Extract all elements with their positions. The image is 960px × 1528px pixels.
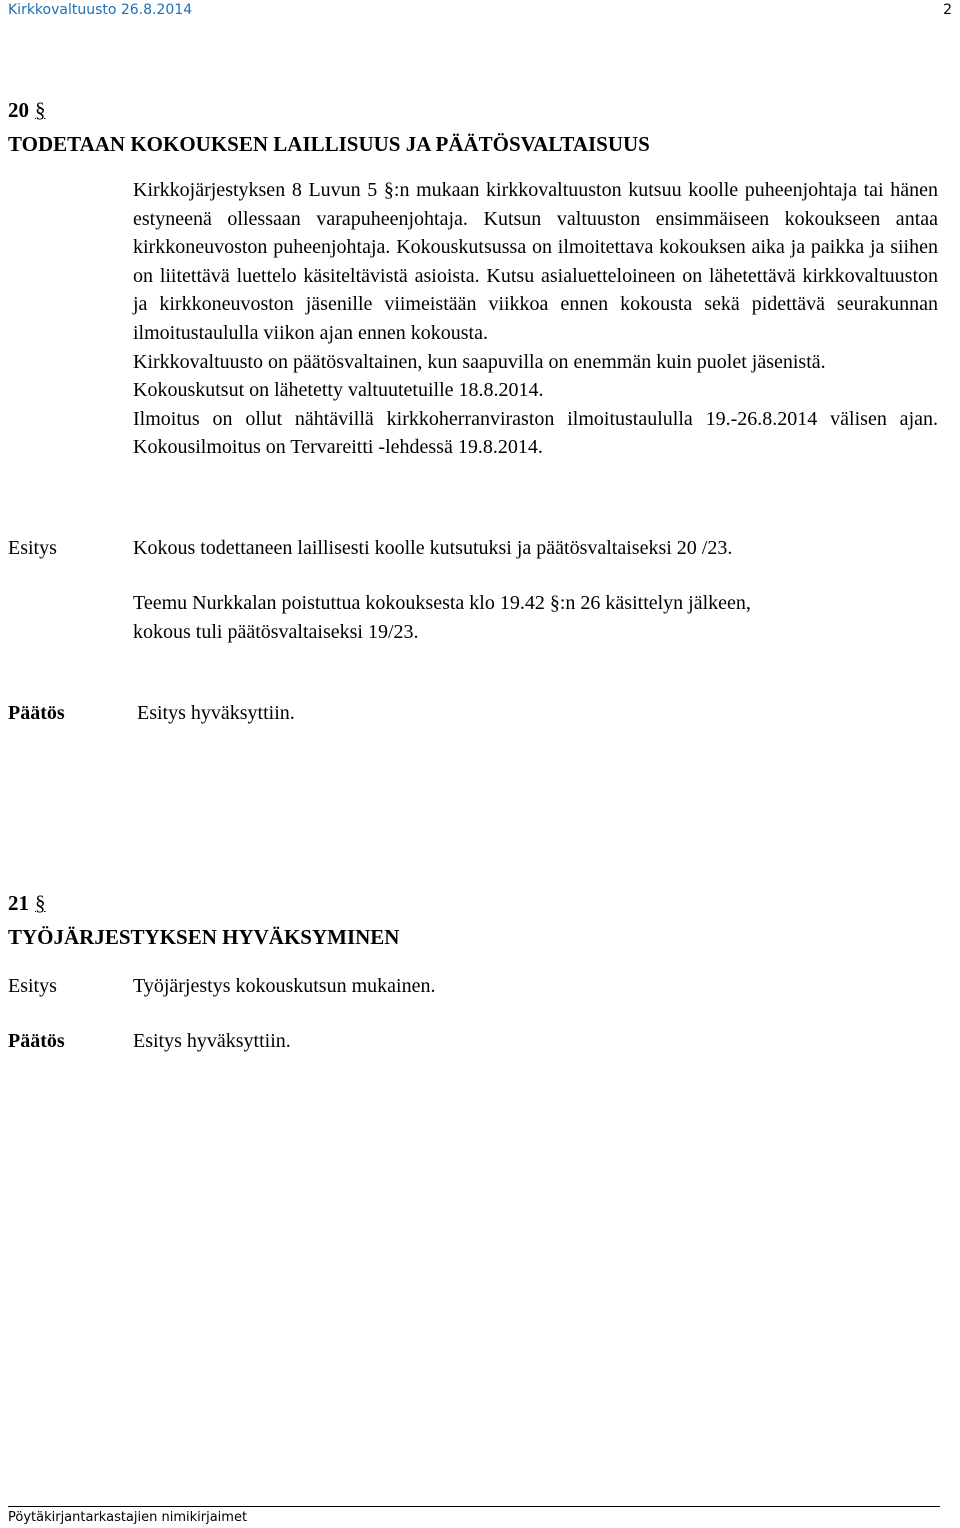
- page-number: 2: [943, 2, 952, 18]
- invitations-paragraph: Kokouskutsut on lähetetty valtuutetuille 18.8.2014.: [133, 379, 544, 402]
- quorum-paragraph: Kirkkovaltuusto on päätösvaltainen, kun saapuvilla on enemmän kuin puolet jäsenistä.: [133, 350, 826, 373]
- section-21-heading: [8, 886, 399, 954]
- section-20-number: 20: [8, 98, 29, 122]
- section-sign: §: [35, 98, 46, 122]
- esitys-text: Kokous todettaneen laillisesti koolle kutsutuksi ja päätösvaltaiseksi 20 /23.: [133, 537, 733, 559]
- section-21-number: 21: [8, 891, 29, 915]
- attendance-note-line-1: Teemu Nurkkalan poistuttua kokouksesta klo 19.42 §:n 26 käsittelyn jälkeen,: [133, 592, 751, 614]
- rules-paragraph: Kirkkojärjestyksen 8 Luvun 5 §:n mukaan kirkkovaltuuston kutsuu koolle puheenjohtaja tai hänen estyneenä ollessaan varapuheenjohtaja. Kutsun valtuuston ensimmäiseen kokoukseen antaa kirkkoneuvoston puheenjohtaja. Kokouskutsussa on ilmoitettava kokouksen aika ja paikka ja siihen on liitettävä luettelo käsiteltävistä asioista. Kutsu asialuetteloineen on lähetettävä kirkkovaltuuston ja kirkkoneuvoston jäsenille viimeistään viikkoa ennen kokousta sekä pidettävä seurakunnan ilmoitustaululla viikon ajan ennen kokousta.: [133, 179, 938, 344]
- attendance-note: [133, 589, 938, 646]
- document-header-title: Kirkkovaltuusto 26.8.2014: [8, 2, 193, 18]
- paatos-label: Päätös: [8, 1030, 65, 1052]
- section-20-title: TODETAAN KOKOUKSEN LAILLISUUS JA PÄÄTÖSVALTAISUUS: [8, 132, 650, 156]
- esitys-label: Esitys: [8, 537, 57, 559]
- section-20-body: [133, 176, 938, 462]
- footer-initials-label: Pöytäkirjantarkastajien nimikirjaimet: [8, 1510, 248, 1525]
- paatos-text: Esitys hyväksyttiin.: [137, 702, 295, 724]
- esitys-label: Esitys: [8, 975, 57, 997]
- paatos-label: Päätös: [8, 702, 65, 724]
- paatos-text: Esitys hyväksyttiin.: [133, 1030, 291, 1052]
- attendance-note-line-2: kokous tuli päätösvaltaiseksi 19/23.: [133, 620, 419, 643]
- section-sign: §: [35, 891, 46, 915]
- esitys-text: Työjärjestys kokouskutsun mukainen.: [133, 975, 436, 997]
- section-20-heading: [8, 93, 650, 161]
- notice-paragraph: Ilmoitus on ollut nähtävillä kirkkoherranviraston ilmoitustaululla 19.-26.8.2014 välisen ajan. Kokousilmoitus on Tervareitti -lehdessä 19.8.2014.: [133, 407, 938, 459]
- footer-divider: [8, 1506, 940, 1507]
- section-21-title: TYÖJÄRJESTYKSEN HYVÄKSYMINEN: [8, 925, 400, 949]
